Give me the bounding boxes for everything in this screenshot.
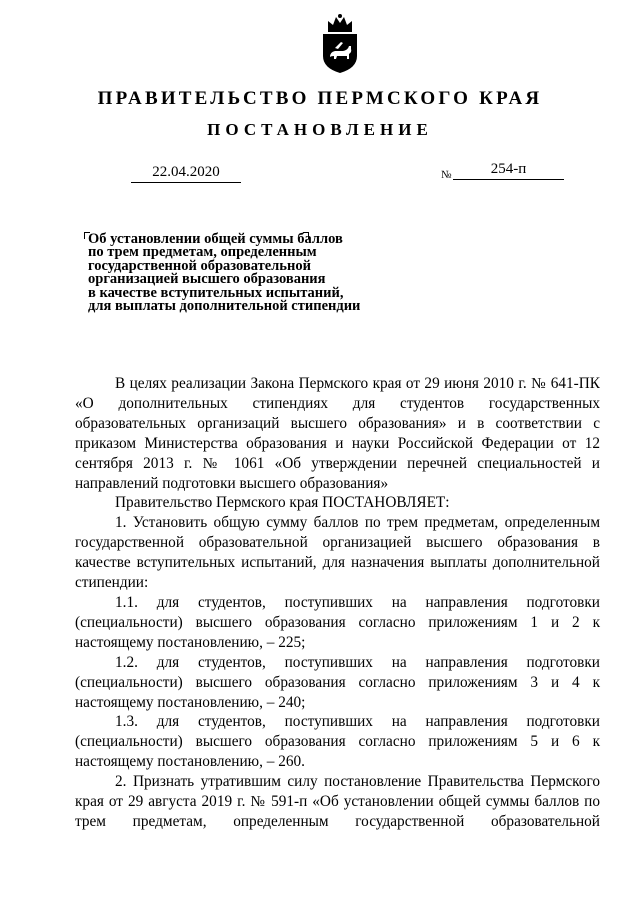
- body-paragraph-item-2: 2. Признать утратившим силу постановление Правительства Пермского края от 29 августа 2019 г. № 591-п «Об установлении общей суммы баллов по трем предметам, определенным государственной образовательной: [75, 773, 600, 830]
- body-paragraph-preamble: В целях реализации Закона Пермского края от 29 июня 2010 г. № 641-ПК «О дополнительных стипендиях для студентов государственных образовательных организаций высшего образования» и в соответствии с приказом Министерства образования и науки Российской Федерации от 12 сентября 2013 г. № 1061 «Об утверждении перечней специальностей и направлений подготовки высшего образования»: [75, 375, 600, 492]
- document-subject: [88, 233, 408, 313]
- document-type: ПОСТАНОВЛЕНИЕ: [207, 120, 433, 139]
- body-paragraph-item-1: 1. Установить общую сумму баллов по трем предметам, определенным государственной образовательной организацией высшего образования в качестве вступительных испытаний, для назначения выплаты дополнительной стипендии:: [75, 514, 600, 592]
- subject-line: организацией высшего образования: [88, 271, 326, 288]
- document-date: 22.04.2020: [131, 164, 241, 183]
- government-title: ПРАВИТЕЛЬСТВО ПЕРМСКОГО КРАЯ: [97, 88, 543, 109]
- subject-line: для выплаты дополнительной стипендии: [88, 298, 361, 315]
- document-number: 254-п: [453, 161, 564, 180]
- perm-coat-of-arms-icon: [317, 12, 363, 74]
- subject-line: по трем предметам, определенным: [88, 244, 317, 261]
- subject-line: государственной образовательной: [88, 257, 311, 274]
- body-paragraph-item-1-1: 1.1. для студентов, поступивших на направления подготовки (специальности) высшего образования согласно приложениям 1 и 2 к настоящему постановлению, – 225;: [75, 593, 600, 651]
- subject-line: Об установлении общей суммы баллов: [88, 231, 343, 247]
- body-paragraph-item-1-2: 1.2. для студентов, поступивших на направления подготовки (специальности) высшего образования согласно приложениям 3 и 4 к настоящему постановлению, – 240;: [75, 653, 600, 711]
- body-paragraph-resolves: Правительство Пермского края ПОСТАНОВЛЯЕТ:: [115, 494, 450, 512]
- number-sign: №: [441, 169, 452, 181]
- subject-line: в качестве вступительных испытаний,: [88, 284, 344, 301]
- body-paragraph-item-1-3: 1.3. для студентов, поступивших на направления подготовки (специальности) высшего образования согласно приложениям 5 и 6 к настоящему постановлению, – 260.: [75, 713, 600, 771]
- document-body: [75, 374, 600, 832]
